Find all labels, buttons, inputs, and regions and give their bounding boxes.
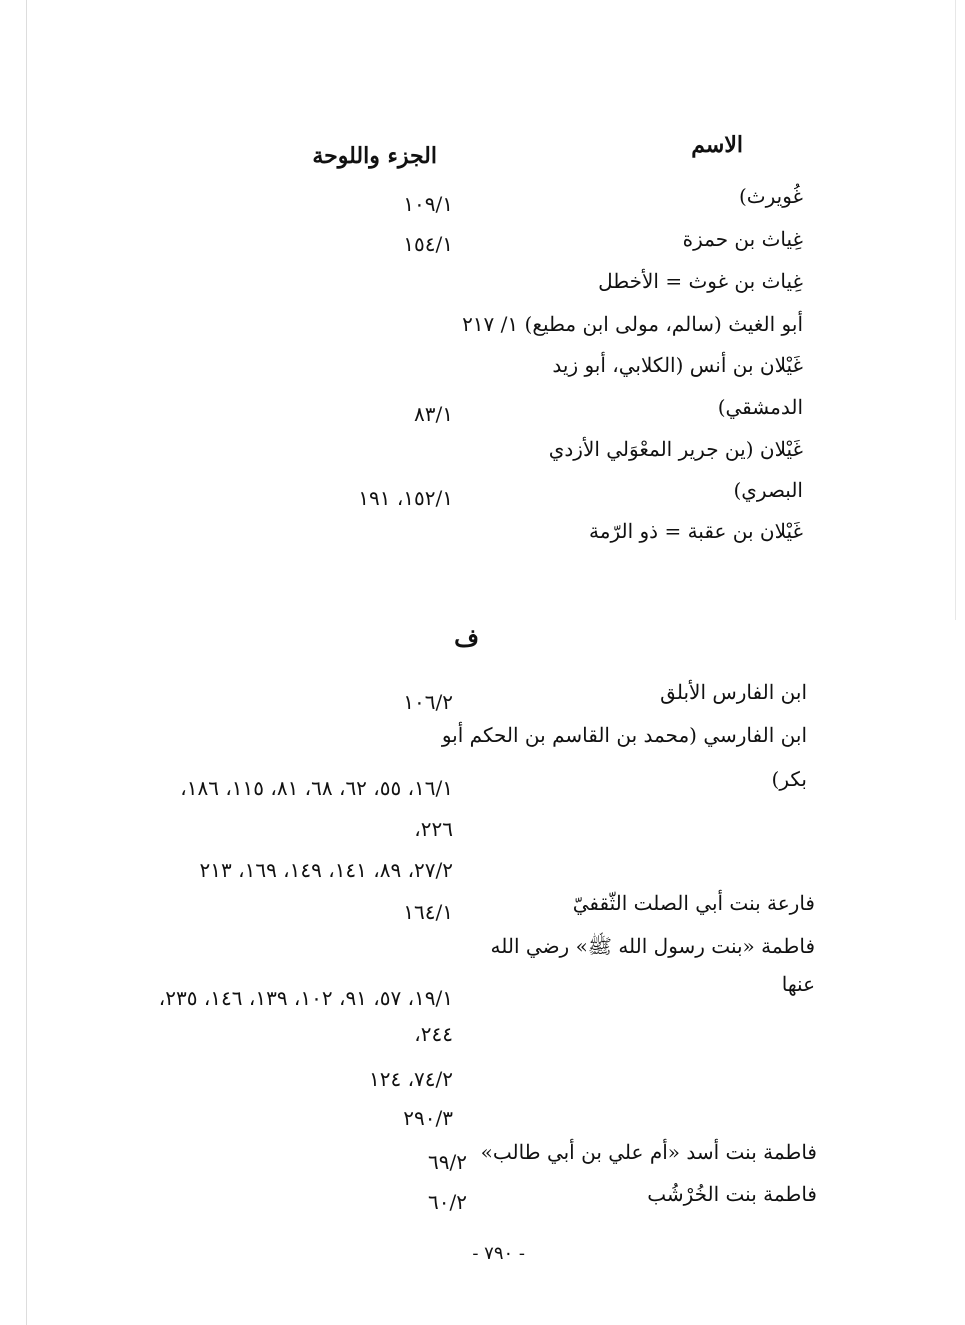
entry-name-continuation: الدمشقي) [717, 395, 803, 419]
entry-name: فاطمة «بنت رسول الله ﷺ» رضي الله [490, 934, 815, 958]
entry-reference: ٦٩/٢ [428, 1150, 467, 1174]
section-letter: ف [454, 623, 479, 652]
entry-name: غُويرث) [738, 184, 803, 208]
entry-reference: ٢٩٠/٣ [403, 1106, 453, 1130]
entry-name: فارعة بنت أبي الصلت الثّقفيّ [572, 891, 815, 915]
entry-name: غِياث بن حمزة [682, 227, 803, 251]
entry-reference: ١٥٤/١ [403, 232, 453, 256]
entry-name: غَيْلان (ين جرير المعْوَلي الأزدي [548, 437, 803, 461]
entry-name: ابن الفارسي (محمد بن القاسم بن الحكم أبو [441, 723, 807, 747]
entry-name: غِياث بن غوث = الأخطل [598, 269, 803, 293]
entry-reference: ١٠٩/١ [403, 192, 453, 216]
entry-reference: ٢٧/٢، ٨٩، ١٤١، ١٤٩، ١٦٩، ٢١٣ [199, 858, 453, 882]
entry-name: فاطمة بنت الخُرْشُب [647, 1182, 817, 1206]
entry-reference: ١٩/١، ٥٧، ٩١، ١٠٢، ١٣٩، ١٤٦، ٢٣٥، [158, 986, 453, 1010]
entry-name: غَيْلان بن أنس (الكلابي، أبو زيد [552, 353, 803, 377]
entry-name: غَيْلان بن عقبة = ذو الرّمة [589, 519, 803, 543]
entry-name: أبو الغيث (سالم، مولى ابن مطيع) ١/ ٢١٧ [462, 312, 803, 336]
entry-name-continuation: بكر) [771, 767, 807, 791]
entry-reference: ٢٢٦، [414, 817, 453, 841]
entry-name-continuation: عنها [781, 972, 815, 996]
entry-reference: ١٠٦/٢ [403, 690, 453, 714]
entry-reference: ٦٠/٢ [428, 1190, 467, 1214]
entry-reference: ٧٤/٢، ١٢٤ [368, 1067, 453, 1091]
scan-edge-line-left [26, 0, 27, 1325]
name-column-header: الاسم [691, 132, 743, 158]
scan-edge-line-right [955, 0, 956, 620]
entry-reference: ١٦/١، ٥٥، ٦٢، ٦٨، ٨١، ١١٥، ١٨٦، [180, 776, 453, 800]
entry-reference: ١٥٢/١، ١٩١ [358, 486, 453, 510]
entry-name: فاطمة بنت أسد «أم علي بن أبي طالب» [480, 1140, 817, 1164]
ref-column-header: الجزء واللوحة [312, 143, 437, 169]
entry-name-continuation: البصري) [733, 478, 803, 502]
page-number: - ٧٩٠ - [472, 1243, 525, 1264]
entry-reference: ٢٤٤، [414, 1022, 453, 1046]
entry-reference: ٨٣/١ [414, 402, 453, 426]
entry-reference: ١٦٤/١ [403, 900, 453, 924]
entry-name: ابن الفارس الأبلق [660, 680, 807, 704]
